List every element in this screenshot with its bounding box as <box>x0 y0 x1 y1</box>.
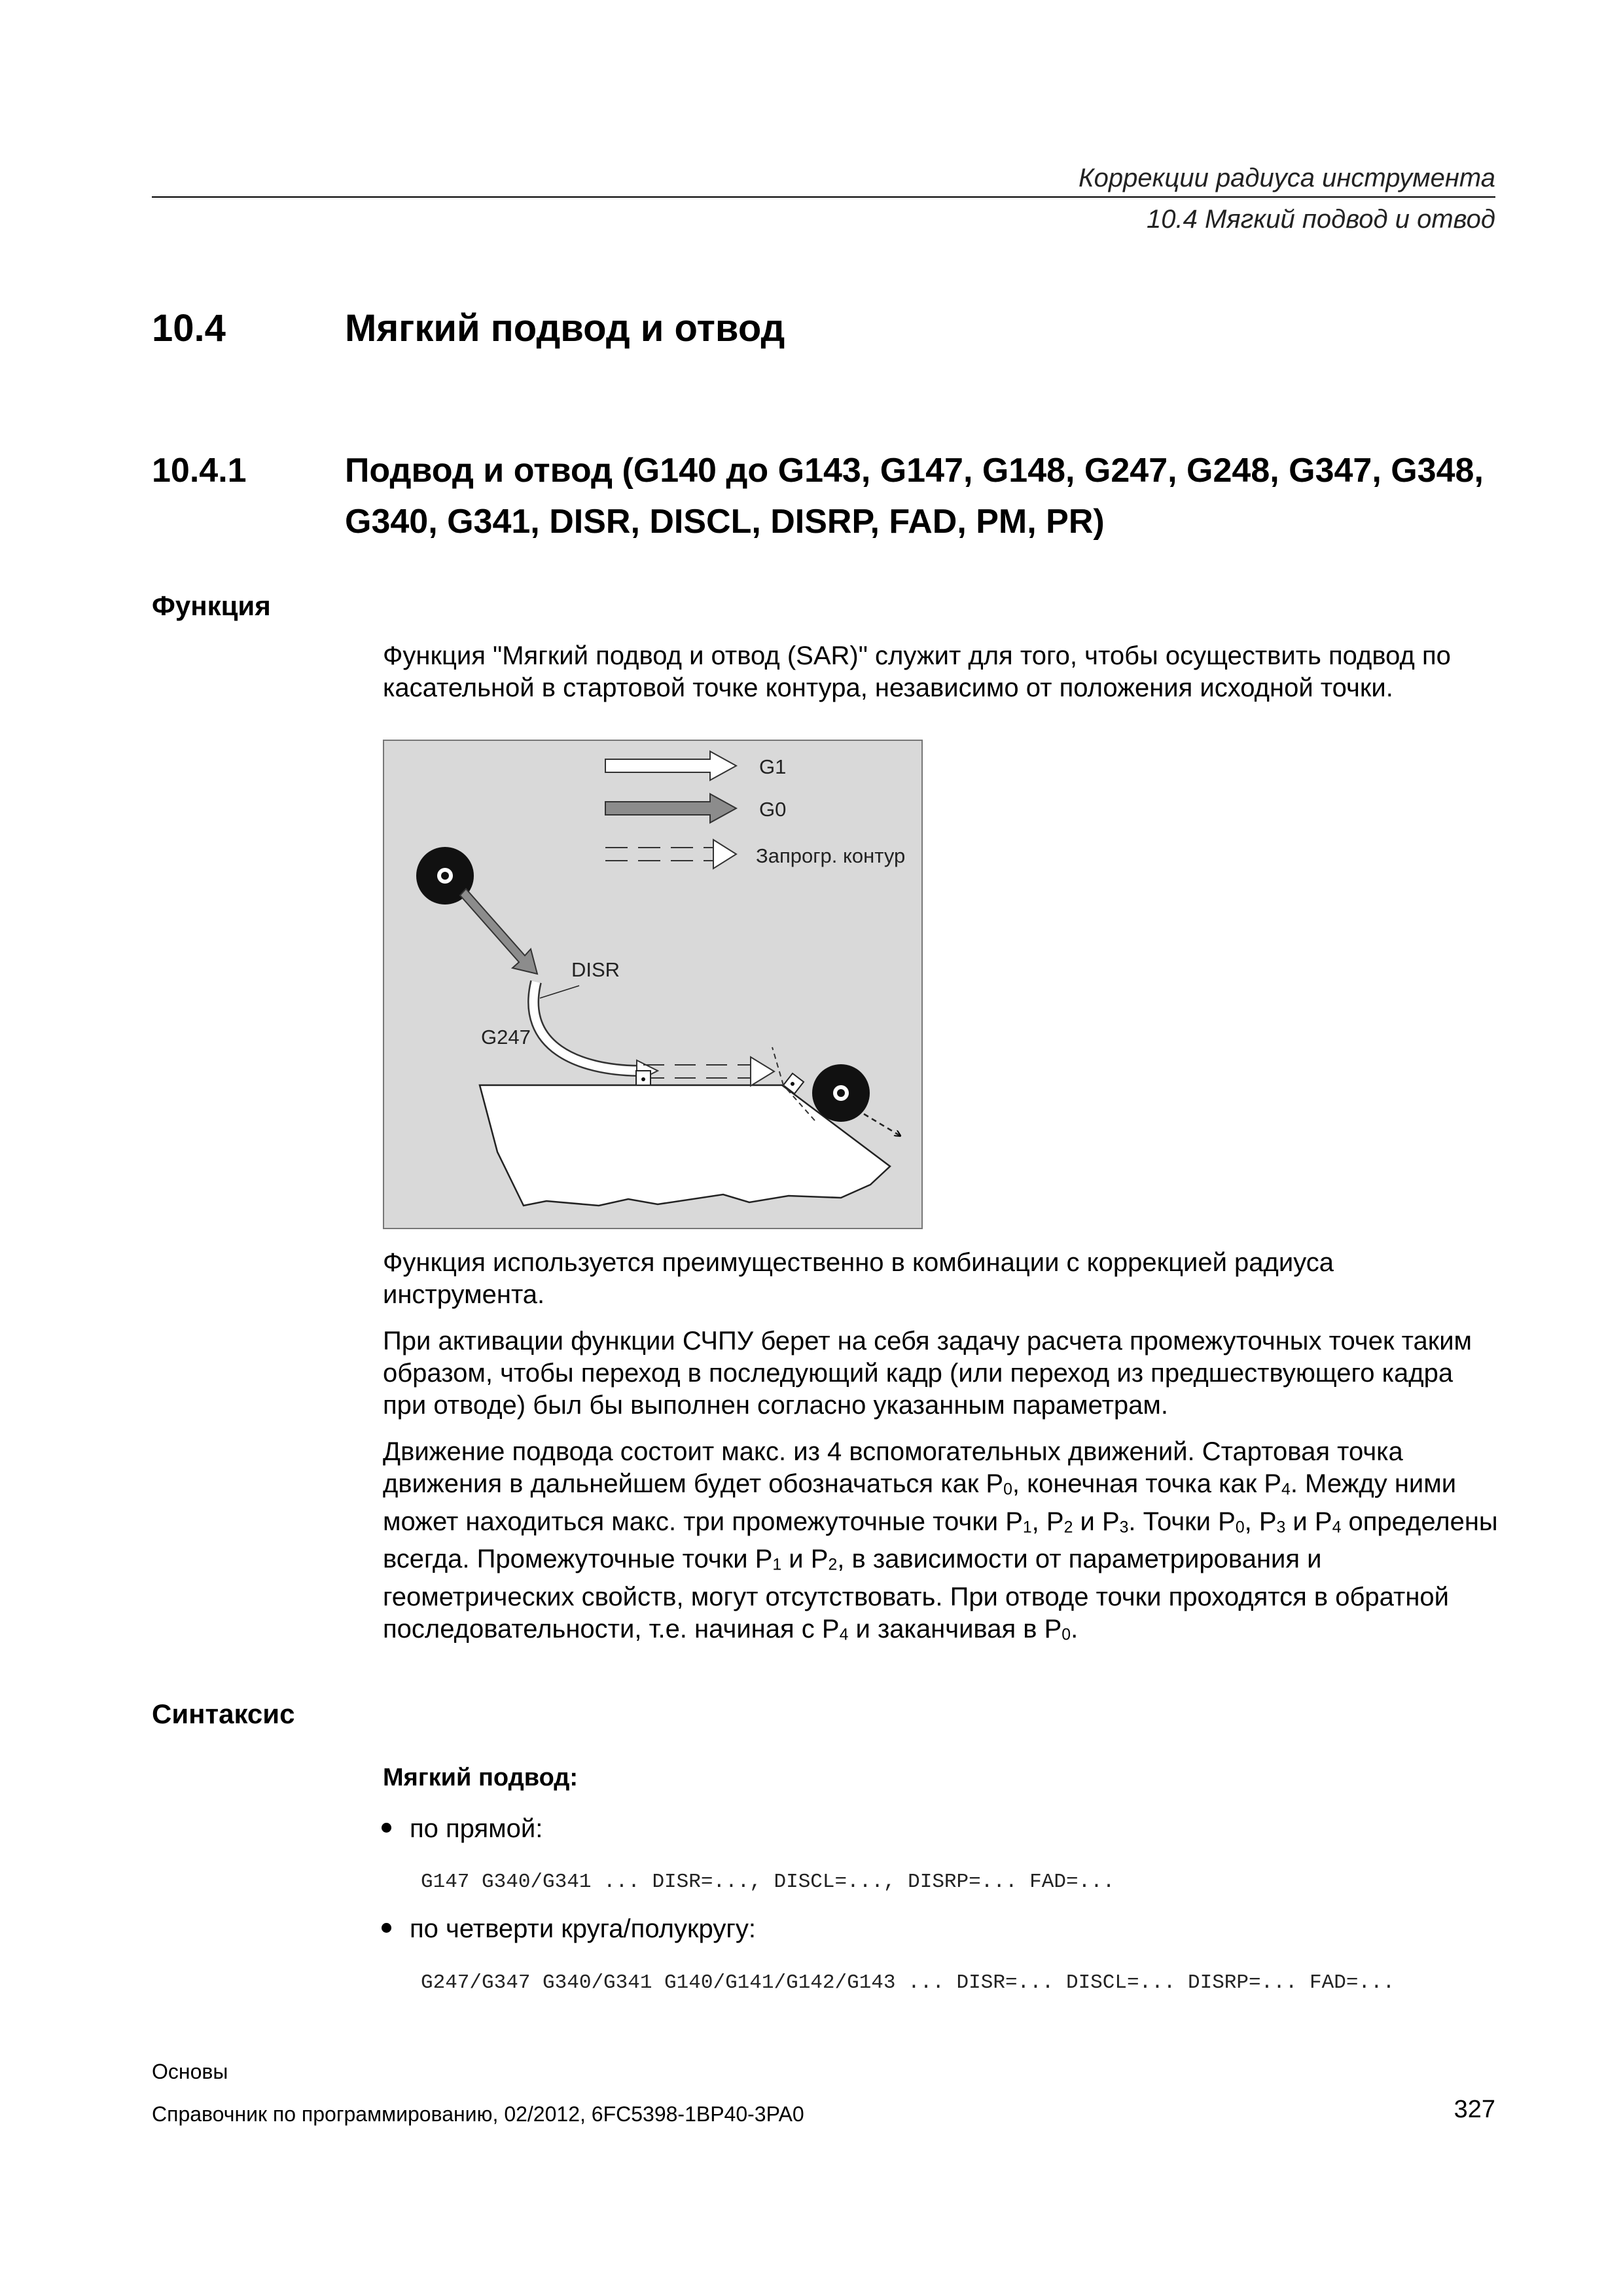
bullet-label: по прямой: <box>410 1814 543 1843</box>
bullet-dot <box>382 1923 391 1933</box>
footer-line2: Справочник по программированию, 02/2012, 6FC5398-1BP40-3PA0 <box>152 2102 804 2126</box>
subsection-title <box>345 445 1484 547</box>
para-activation: При активации функции СЧПУ берет на себя задачу расчета промежуточных точек таким образом, чтобы переход в последующий кадр (или переход из предшествующего кадра при отводе) был бы выполнен согласно указанным параметрам. <box>383 1327 1472 1420</box>
running-header-chapter: Коррекции радиуса инструмента <box>1079 164 1495 192</box>
section-number: 10.4 <box>152 307 226 350</box>
header-rule <box>152 196 1495 198</box>
soft-approach-heading: Мягкий подвод: <box>383 1764 579 1791</box>
subsection-title-line1: Подвод и отвод (G140 до G143, G147, G148, G247, G248, G347, G348, <box>345 452 1484 490</box>
disr-label: DISR <box>571 958 620 981</box>
body-paragraphs <box>383 1247 1499 1666</box>
g247-label: G247 <box>481 1026 531 1049</box>
end-tool-icon <box>812 1064 870 1122</box>
intro-paragraph <box>383 640 1499 719</box>
page-number: 327 <box>1454 2096 1495 2123</box>
right-angle-marker-1 <box>636 1071 651 1085</box>
bullet-item-straight <box>382 1814 543 1844</box>
intro-text: Функция "Мягкий подвод и отвод (SAR)" служит для того, чтобы осуществить подвод по касательной в стартовой точке контура, независимо от положения исходной точки. <box>383 641 1451 702</box>
approach-diagram <box>383 740 923 1229</box>
subsection-title-line2: G340, G341, DISR, DISCL, DISRP, FAD, PM, PR) <box>345 503 1105 541</box>
function-heading: Функция <box>152 590 271 621</box>
para-usage: Функция используется преимущественно в комбинации с коррекцией радиуса инструмента. <box>383 1248 1334 1309</box>
bullet-label: по четверти круга/полукругу: <box>410 1914 757 1943</box>
syntax-heading: Синтаксис <box>152 1698 295 1729</box>
subsection-number: 10.4.1 <box>152 452 247 490</box>
approach-figure <box>383 740 923 1229</box>
legend-contour-label: Запрогр. контур <box>756 844 906 867</box>
bullet-dot <box>382 1823 391 1833</box>
code-arc: G247/G347 G340/G341 G140/G141/G142/G143 ... DISR=... DISCL=... DISRP=... FAD=... <box>421 1971 1395 1994</box>
code-straight: G147 G340/G341 ... DISR=..., DISCL=..., DISRP=... FAD=... <box>421 1871 1115 1893</box>
running-header-section: 10.4 Мягкий подвод и отвод <box>1147 205 1495 234</box>
section-title: Мягкий подвод и отвод <box>345 307 785 350</box>
bullet-item-arc <box>382 1914 756 1944</box>
legend-g1-label: G1 <box>759 755 787 778</box>
footer-line1: Основы <box>152 2060 228 2083</box>
para-points: Движение подвода состоит макс. из 4 вспомогательных движений. Стартовая точка движения в дальнейшем будет обозначаться как $P_0$, конечная точка как $P_4$. Между ними может находиться макс. три промежуточные точки $P_1$, $P_2$ и $P_3$. Точки $P_0$, $P_3$ и $P_4$ определены всегда. Промежуточные точки $P_1$ и $P_2$, в зависимости от параметрирования и геометрических свойств, могут отсутствовать. При отводе точки проходятся в обратной последовательности, т.е. начиная с $P_4$ и заканчивая в $P_0$. <box>383 1437 1498 1644</box>
legend-g0-label: G0 <box>759 798 787 821</box>
